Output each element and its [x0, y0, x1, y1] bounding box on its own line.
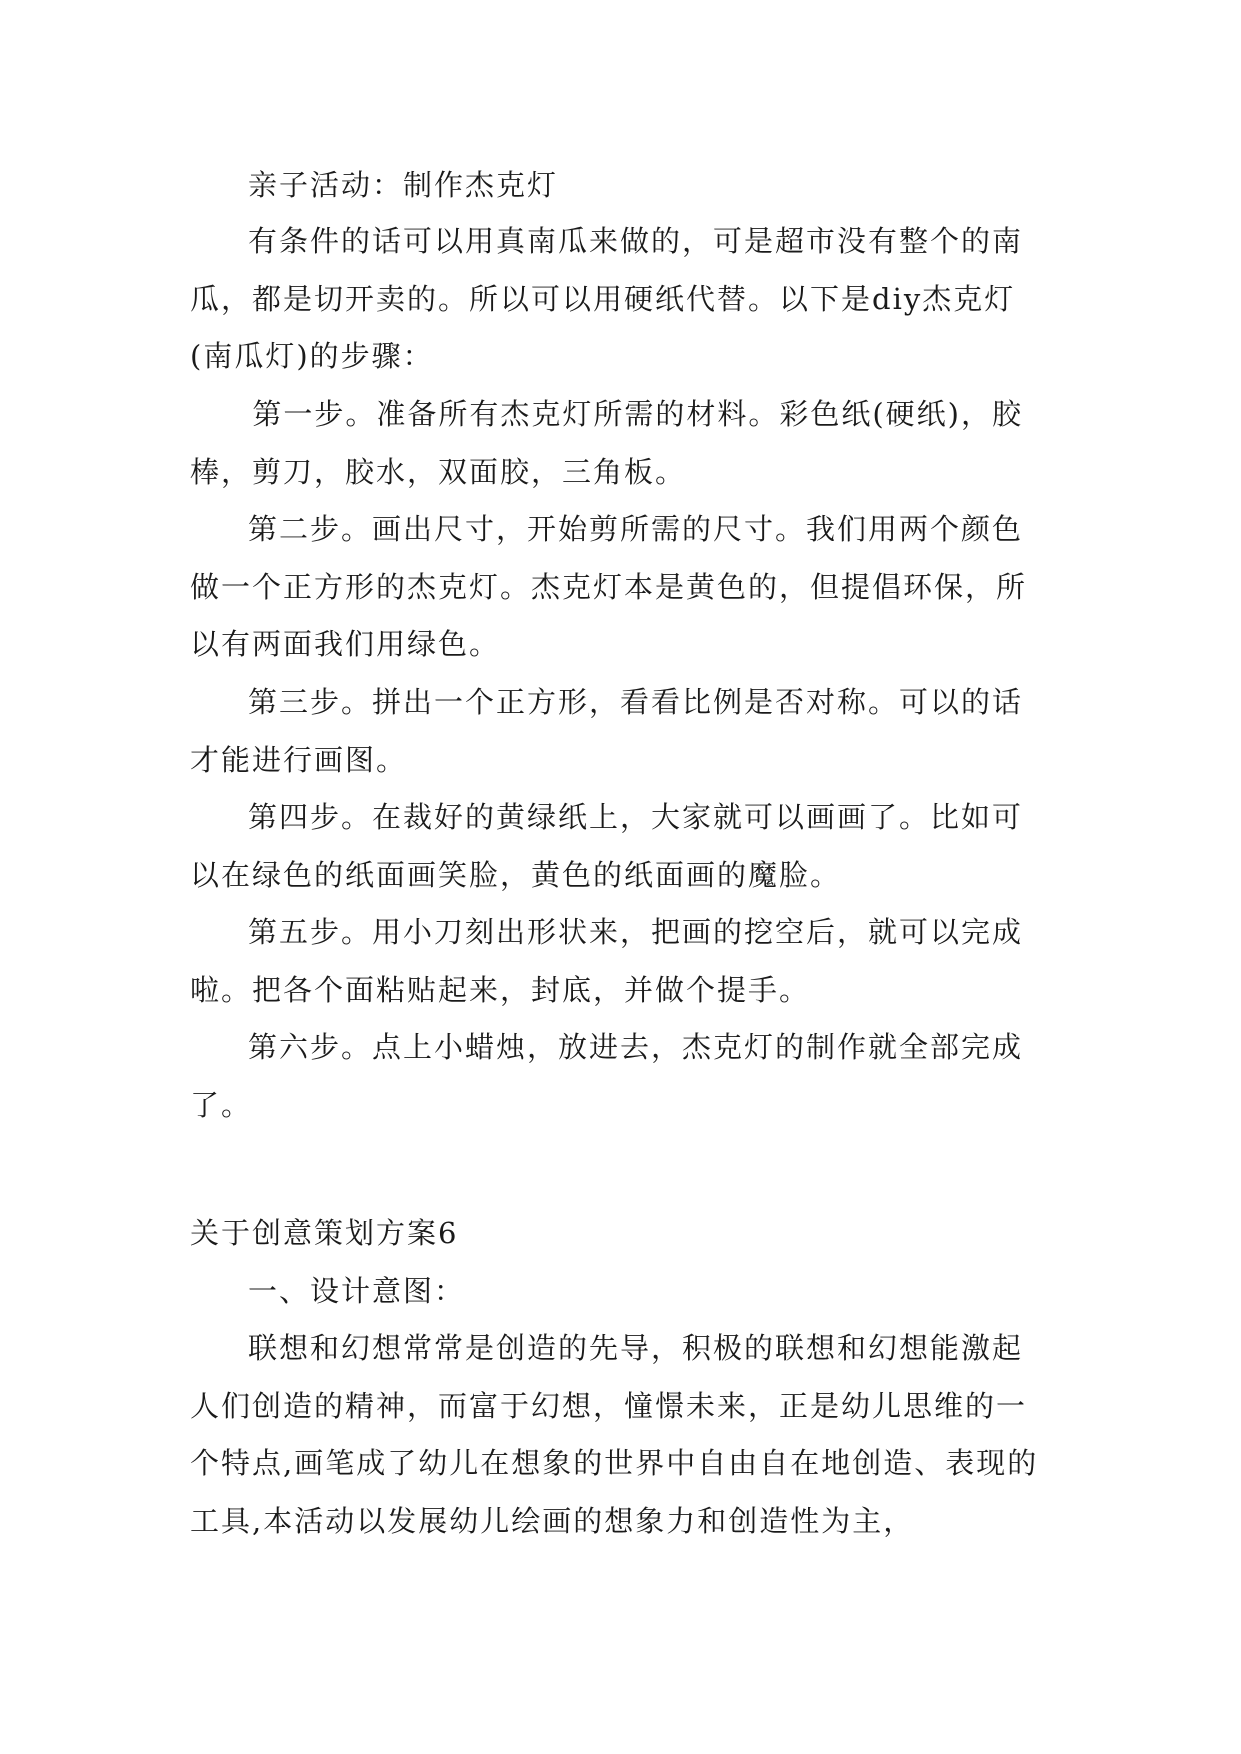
- paragraph-intro: 有条件的话可以用真南瓜来做的，可是超市没有整个的南瓜，都是切开卖的。所以可以用硬纸代替。以下是diy杰克灯(南瓜灯)的步骤：: [190, 224, 1024, 373]
- paragraph-design-intent-body: 联想和幻想常常是创造的先导，积极的联想和幻想能激起人们创造的精神，而富于幻想，憧憬未来，正是幼儿思维的一个特点,画笔成了幼儿在想象的世界中自由自在地创造、表现的工具,本活动以发展幼儿绘画的想象力和创造性为主，: [190, 1331, 1039, 1538]
- paragraph-step-4: 第四步。在裁好的黄绿纸上，大家就可以画画了。比如可以在绿色的纸面画笑脸，黄色的纸面画的魔脸。: [190, 800, 1024, 892]
- section-title: 关于创意策划方案6: [190, 1216, 459, 1250]
- paragraph-activity-title: 亲子活动：制作杰克灯: [248, 168, 559, 202]
- paragraph-step-3: 第三步。拼出一个正方形，看看比例是否对称。可以的话才能进行画图。: [190, 685, 1024, 777]
- paragraph-design-intent-heading: 一、设计意图：: [248, 1274, 466, 1308]
- paragraph-step-2: 第二步。画出尺寸，开始剪所需的尺寸。我们用两个颜色做一个正方形的杰克灯。杰克灯本是黄色的，但提倡环保，所以有两面我们用绿色。: [190, 512, 1028, 661]
- paragraph-step-1: 第一步。准备所有杰克灯所需的材料。彩色纸(硬纸)，胶棒，剪刀，胶水，双面胶，三角板。: [190, 397, 1023, 489]
- paragraph-step-5: 第五步。用小刀刻出形状来，把画的挖空后，就可以完成啦。把各个面粘贴起来，封底，并做个提手。: [190, 915, 1024, 1007]
- paragraph-step-6: 第六步。点上小蜡烛，放进去，杰克灯的制作就全部完成了。: [190, 1030, 1024, 1122]
